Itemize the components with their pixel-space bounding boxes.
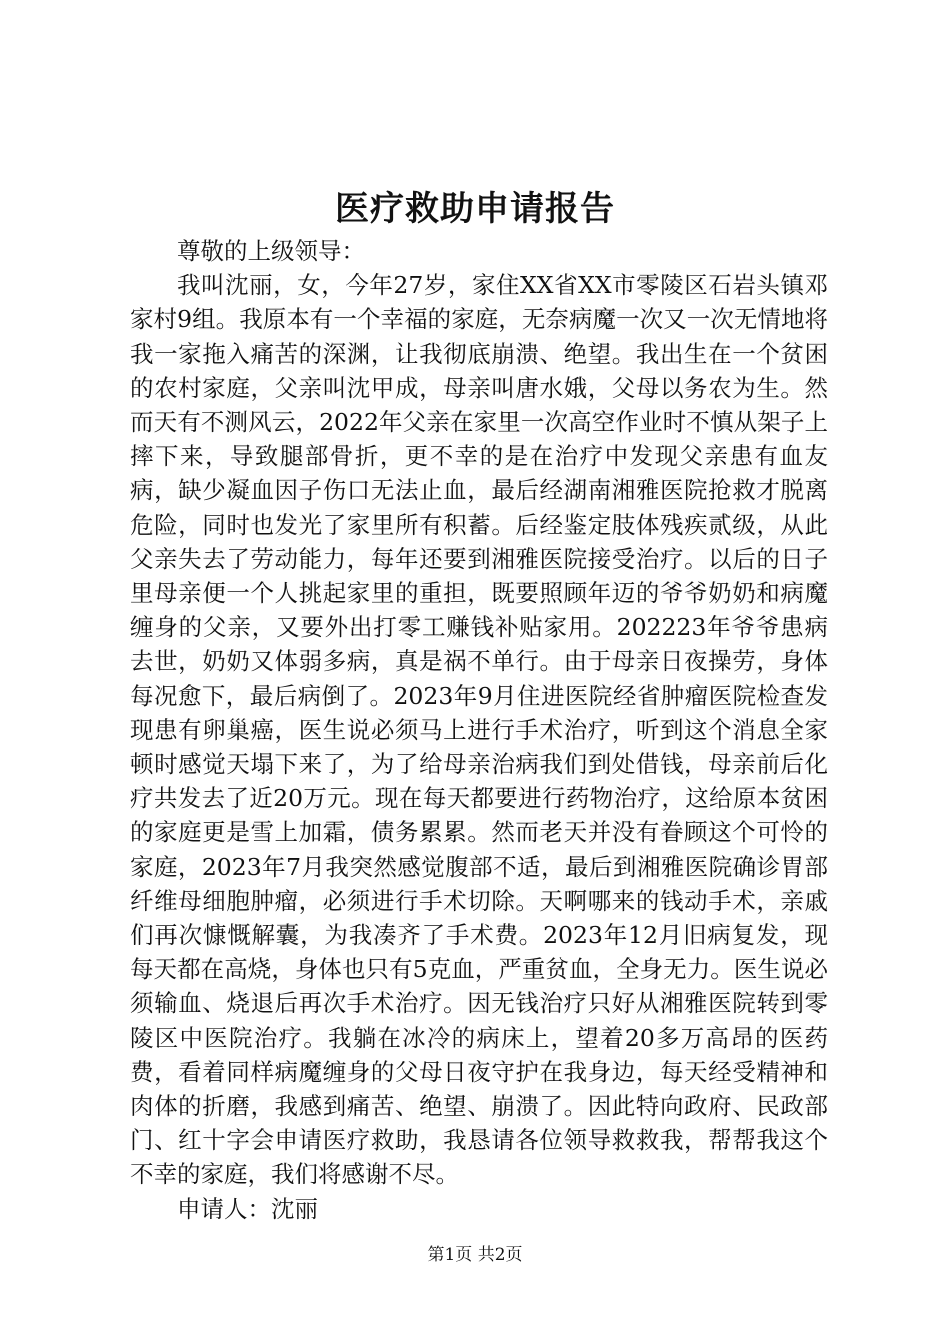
document-body <box>130 234 828 1226</box>
page-footer: 第1页 共2页 <box>427 1245 523 1265</box>
document-title: 医疗救助申请报告 <box>335 189 615 229</box>
body-paragraph: 我叫沈丽，女，今年27岁，家住XX省XX市零陵区石岩头镇邓家村9组。我原本有一个幸福的家庭，无奈病魔一次又一次无情地将我一家拖入痛苦的深渊，让我彻底崩溃、绝望。我出生在一个贫困的农村家庭，父亲叫沈甲成，母亲叫唐水娥，父母以务农为生。然而天有不测风云，2022年父亲在家里一次高空作业时不慎从架子上摔下来，导致腿部骨折，更不幸的是在治疗中发现父亲患有血友病，缺少凝血因子伤口无法止血，最后经湖南湘雅医院抢救才脱离危险，同时也发光了家里所有积蓄。后经鉴定肢体残疾贰级，从此父亲失去了劳动能力，每年还要到湘雅医院接受治疗。以后的日子里母亲便一个人挑起家里的重担，既要照顾年迈的爷爷奶奶和病魔缠身的父亲，又要外出打零工赚钱补贴家用。202223年爷爷患病去世，奶奶又体弱多病，真是祸不单行。由于母亲日夜操劳，身体每况愈下，最后病倒了。2023年9月住进医院经省肿瘤医院检查发现患有卵巢癌，医生说必须马上进行手术治疗，听到这个消息全家顿时感觉天塌下来了，为了给母亲治病我们到处借钱，母亲前后化疗共发去了近20万元。现在每天都要进行药物治疗，这给原本贫困的家庭更是雪上加霜，债务累累。然而老天并没有眷顾这个可怜的家庭，2023年7月我突然感觉腹部不适，最后到湘雅医院确诊胃部纤维母细胞肿瘤，必须进行手术切除。天啊哪来的钱动手术，亲戚们再次慷慨解囊，为我凑齐了手术费。2023年12月旧病复发，现每天都在高烧，身体也只有5克血，严重贫血，全身无力。医生说必须输血、烧退后再次手术治疗。因无钱治疗只好从湘雅医院转到零陵区中医院治疗。我躺在冰冷的病床上，望着20多万高昂的医药费，看着同样病魔缠身的父母日夜守护在我身边，每天经受精神和肉体的折磨，我感到痛苦、绝望、崩溃了。因此特向政府、民政部门、红十字会申请医疗救助，我恳请各位领导救救我，帮帮我这个不幸的家庭，我们将感谢不尽。 <box>130 271 828 1189</box>
signature: 申请人：沈丽 <box>177 1194 318 1223</box>
salutation: 尊敬的上级领导： <box>177 237 365 265</box>
